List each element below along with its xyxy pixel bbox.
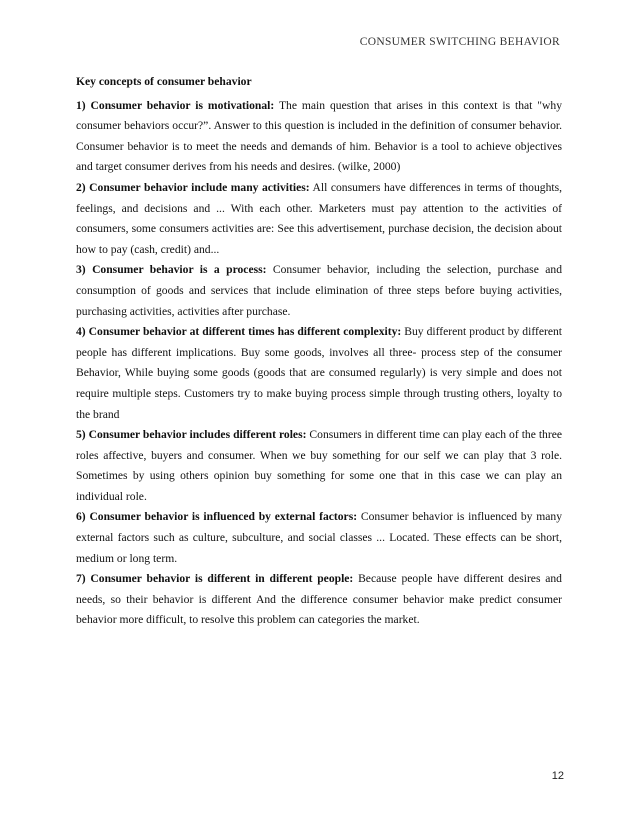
paragraph-6: [76, 507, 562, 569]
paragraph-body: Consumer behavior, including the selection, purchase and consumption of goods and services that include elimination of three steps before buying activities, purchasing activities, activities after purchase.: [76, 263, 562, 318]
paragraph-lead: 5) Consumer behavior includes different roles:: [76, 428, 307, 442]
paragraph-1: [76, 96, 562, 178]
paragraph-3: [76, 260, 562, 322]
paragraph-lead: 3) Consumer behavior is a process:: [76, 263, 267, 277]
paragraph-body: Because people have different desires and needs, so their behavior is different And the difference consumer behavior make predict consumer behavior more difficult, to resolve this problem can categories the market.: [76, 572, 562, 627]
paragraph-lead: 4) Consumer behavior at different times has different complexity:: [76, 325, 402, 339]
paragraph-lead: 1) Consumer behavior is motivational:: [76, 98, 275, 112]
paragraph-body: The main question that arises in this context is that "why consumer behaviors occur?”. Answer to this question is included in the definition of consumer behavior. Consumer behavior is to meet the needs and demands of him. Behavior is a tool to achieve objectives and target consumer derives from his needs and desires. (wilke, 2000): [76, 98, 562, 174]
paragraph-body: Buy different product by different people has different implications. Buy some goods, involves all three- process step of the consumer Behavior, While buying some goods (goods that are consumed regularly) is very simple and does not require multiple steps. Customers try to make buying process simple through trusting others, loyalty to the brand: [76, 325, 562, 421]
paragraph-5: [76, 425, 562, 507]
paragraph-body: Consumer behavior is influenced by many external factors such as culture, subculture, and social classes ... Located. These effects can be short, medium or long term.: [76, 510, 563, 565]
page-number: 12: [551, 770, 564, 782]
paragraph-2: [76, 178, 562, 260]
document-body: [76, 72, 562, 631]
paragraph-body: All consumers have differences in terms of thoughts, feelings, and decisions and ... With each other. Marketers must pay attention to the activities of consumers, some consumers activities are: See this advertisement, purchase decision, the decision about how to pay (cash, credit) and...: [76, 180, 562, 256]
paragraph-body: Consumers in different time can play each of the three roles affective, buyers and consumer. When we buy something for our self we can play that 3 role. Sometimes by using others opinion buy something for some one that in this case we can play an individual role.: [76, 428, 563, 503]
paragraph-lead: 6) Consumer behavior is influenced by external factors:: [76, 510, 358, 524]
paragraph-lead: 7) Consumer behavior is different in different people:: [76, 572, 354, 586]
paragraph-lead: 2) Consumer behavior include many activities:: [76, 180, 310, 194]
section-title: Key concepts of consumer behavior: [76, 75, 252, 88]
running-header: CONSUMER SWITCHING BEHAVIOR: [359, 36, 560, 48]
paragraph-7: [76, 569, 562, 631]
paragraph-4: [76, 322, 562, 425]
